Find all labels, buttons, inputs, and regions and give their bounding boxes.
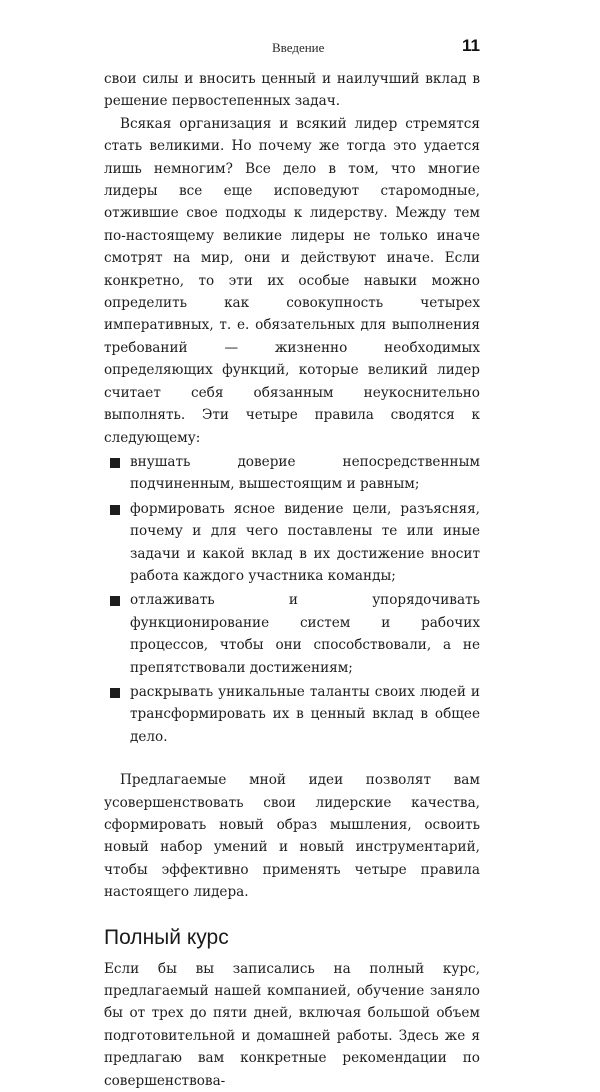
ideas-paragraph: Предлагаемые мной идеи позволят вам усовершенствовать свои лидерские качества, сформировать новый образ мышления, освоить новый набор умений и новый инструментарий, чтобы эффективно применять четыре правила настоящего лидера.: [104, 772, 480, 901]
bullet-item: [104, 681, 480, 748]
bullet-text: отлаживать и упорядочивать функционирование систем и рабочих процессов, чтобы они способствовали, а не препятствовали достижениям;: [130, 592, 480, 676]
section-paragraph: Если бы вы записались на полный курс, предлагаемый нашей компанией, обучение заняло бы от трех до пяти дней, включая большой объем подготовительной и домашней работы. Здесь же я предлагаю вам конкретные рекомендации по совершенствова-: [104, 960, 480, 1089]
running-head: Введение: [272, 40, 325, 55]
book-page: [104, 36, 480, 1092]
bullet-item: [104, 498, 480, 588]
page-header: [104, 36, 480, 68]
bullet-list: [104, 451, 480, 748]
bullet-text: внушать доверие непосредственным подчиненным, вышестоящим и равным;: [130, 453, 480, 493]
square-bullet-icon: [110, 688, 120, 698]
page-number: 11: [462, 36, 480, 55]
bullet-text: раскрывать уникальные таланты своих людей и трансформировать их в ценный вклад в общее дело.: [130, 683, 480, 745]
bullet-item: [104, 451, 480, 496]
square-bullet-icon: [110, 458, 120, 468]
section-title: Полный курс: [104, 925, 229, 949]
bullet-item: [104, 589, 480, 679]
square-bullet-icon: [110, 596, 120, 606]
intro-paragraph: Всякая организация и всякий лидер стремятся стать великими. Но почему же тогда это удается лишь немногим? Все дело в том, что многие лидеры все еще исповедуют старомодные, отжившие свое подходы к лидерству. Между тем по-настоящему великие лидеры не только иначе смотрят на мир, они и действуют иначе. Если конкретно, то эти их особые навыки можно определить как совокупность четырех императивных, т. е. обязательных для выполнения требований — жизненно необходимых определяющих функций, которые великий лидер считает себя обязанным неукоснительно выполнять. Эти четыре правила сводятся к следующему:: [104, 115, 480, 446]
bullet-text: формировать ясное видение цели, разъясняя, почему и для чего поставлены те или иные задачи и какой вклад в их достижение вносит работа каждого участника команды;: [130, 500, 480, 584]
continuation-paragraph: свои силы и вносить ценный и наилучший вклад в решение первостепенных задач.: [104, 71, 480, 110]
square-bullet-icon: [110, 505, 120, 515]
